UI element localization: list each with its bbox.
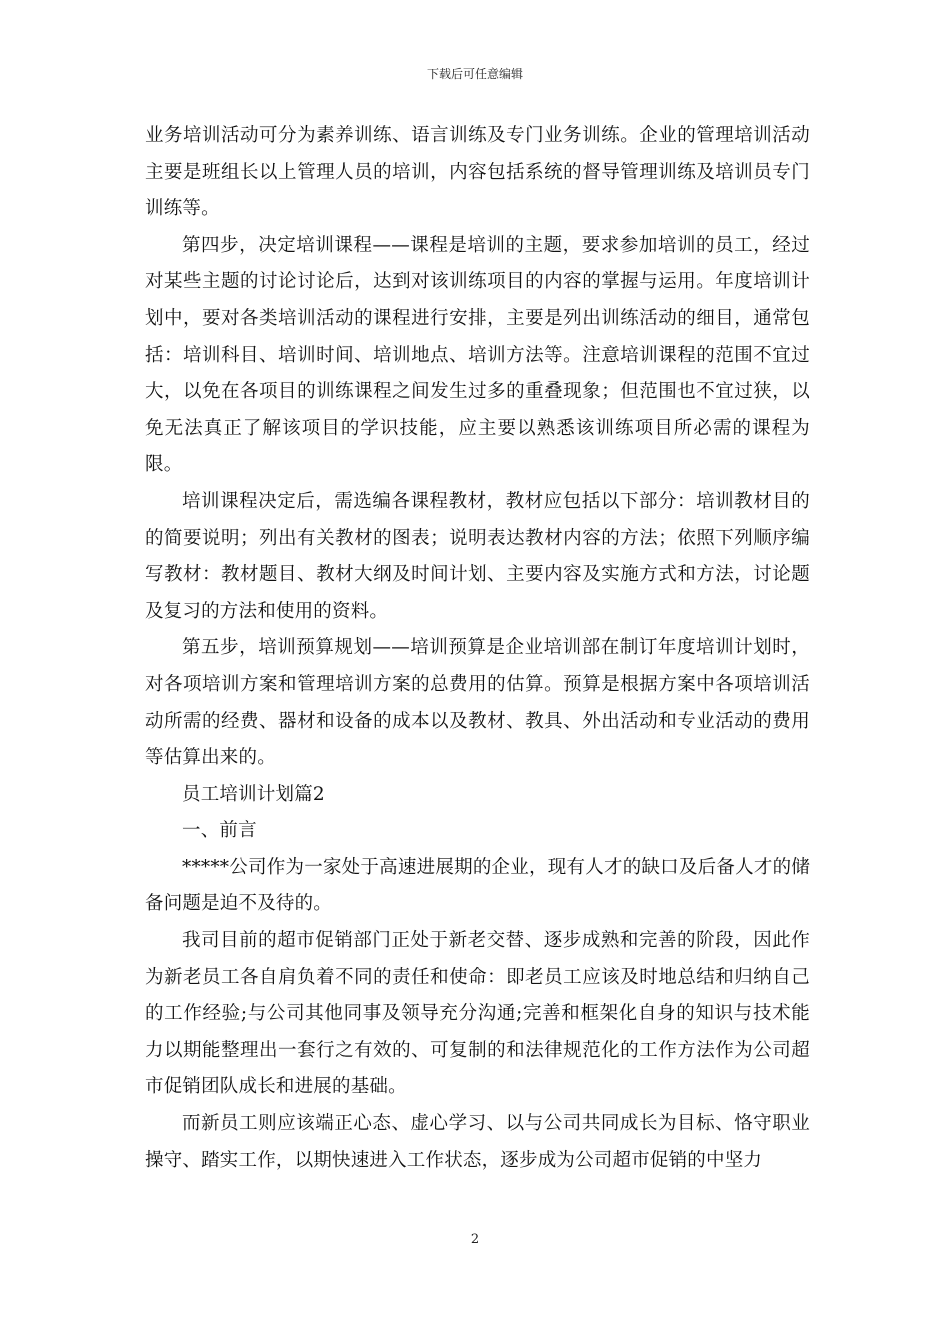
paragraph: 第五步，培训预算规划——培训预算是企业培训部在制订年度培训计划时，对各项培训方案和管理培训方案的总费用的估算。预算是根据方案中各项培训活动所需的经费、器材和设备的成本以及教材、教具、外出活动和专业活动的费用等估算出来的。	[145, 637, 810, 769]
document-body	[145, 118, 810, 1179]
page-header	[0, 66, 950, 82]
section-heading: 一、前言	[182, 820, 257, 842]
paragraph: 我司目前的超市促销部门正处于新老交替、逐步成熟和完善的阶段，因此作为新老员工各自肩负着不同的责任和使命：即老员工应该及时地总结和归纳自己的工作经验;与公司其他同事及领导充分沟通;完善和框架化自身的知识与技术能力以期能整理出一套行之有效的、可复制的和法律规范化的工作方法作为公司超市促销团队成长和进展的基础。	[145, 930, 810, 1098]
section-title: 员工培训计划篇2	[182, 783, 325, 805]
header-note: 下载后可任意编辑	[426, 67, 523, 81]
page-number-text: 2	[470, 1232, 480, 1247]
paragraph: 业务培训活动可分为素养训练、语言训练及专门业务训练。企业的管理培训活动主要是班组长以上管理人员的培训，内容包括系统的督导管理训练及培训员专门训练等。	[145, 125, 810, 220]
paragraph: *****公司作为一家处于高速进展期的企业，现有人才的缺口及后备人才的储备问题是迫不及待的。	[145, 856, 810, 915]
paragraph: 而新员工则应该端正心态、虚心学习、以与公司共同成长为目标、恪守职业操守、踏实工作，以期快速进入工作状态，逐步成为公司超市促销的中坚力	[145, 1113, 810, 1171]
paragraph: 培训课程决定后，需选编各课程教材，教材应包括以下部分：培训教材目的的简要说明；列出有关教材的图表；说明表达教材内容的方法；依照下列顺序编写教材：教材题目、教材大纲及时间计划、主要内容及实施方式和方法，讨论题及复习的方法和使用的资料。	[145, 490, 810, 622]
page-number	[0, 1232, 950, 1248]
paragraph: 第四步，决定培训课程——课程是培训的主题，要求参加培训的员工，经过对某些主题的讨论讨论后，达到对该训练项目的内容的掌握与运用。年度培训计划中，要对各类培训活动的课程进行安排，主要是列出训练活动的细目，通常包括：培训科目、培训时间、培训地点、培训方法等。注意培训课程的范围不宜过大，以免在各项目的训练课程之间发生过多的重叠现象；但范围也不宜过狭，以免无法真正了解该项目的学识技能，应主要以熟悉该训练项目所必需的课程为限。	[145, 234, 810, 476]
